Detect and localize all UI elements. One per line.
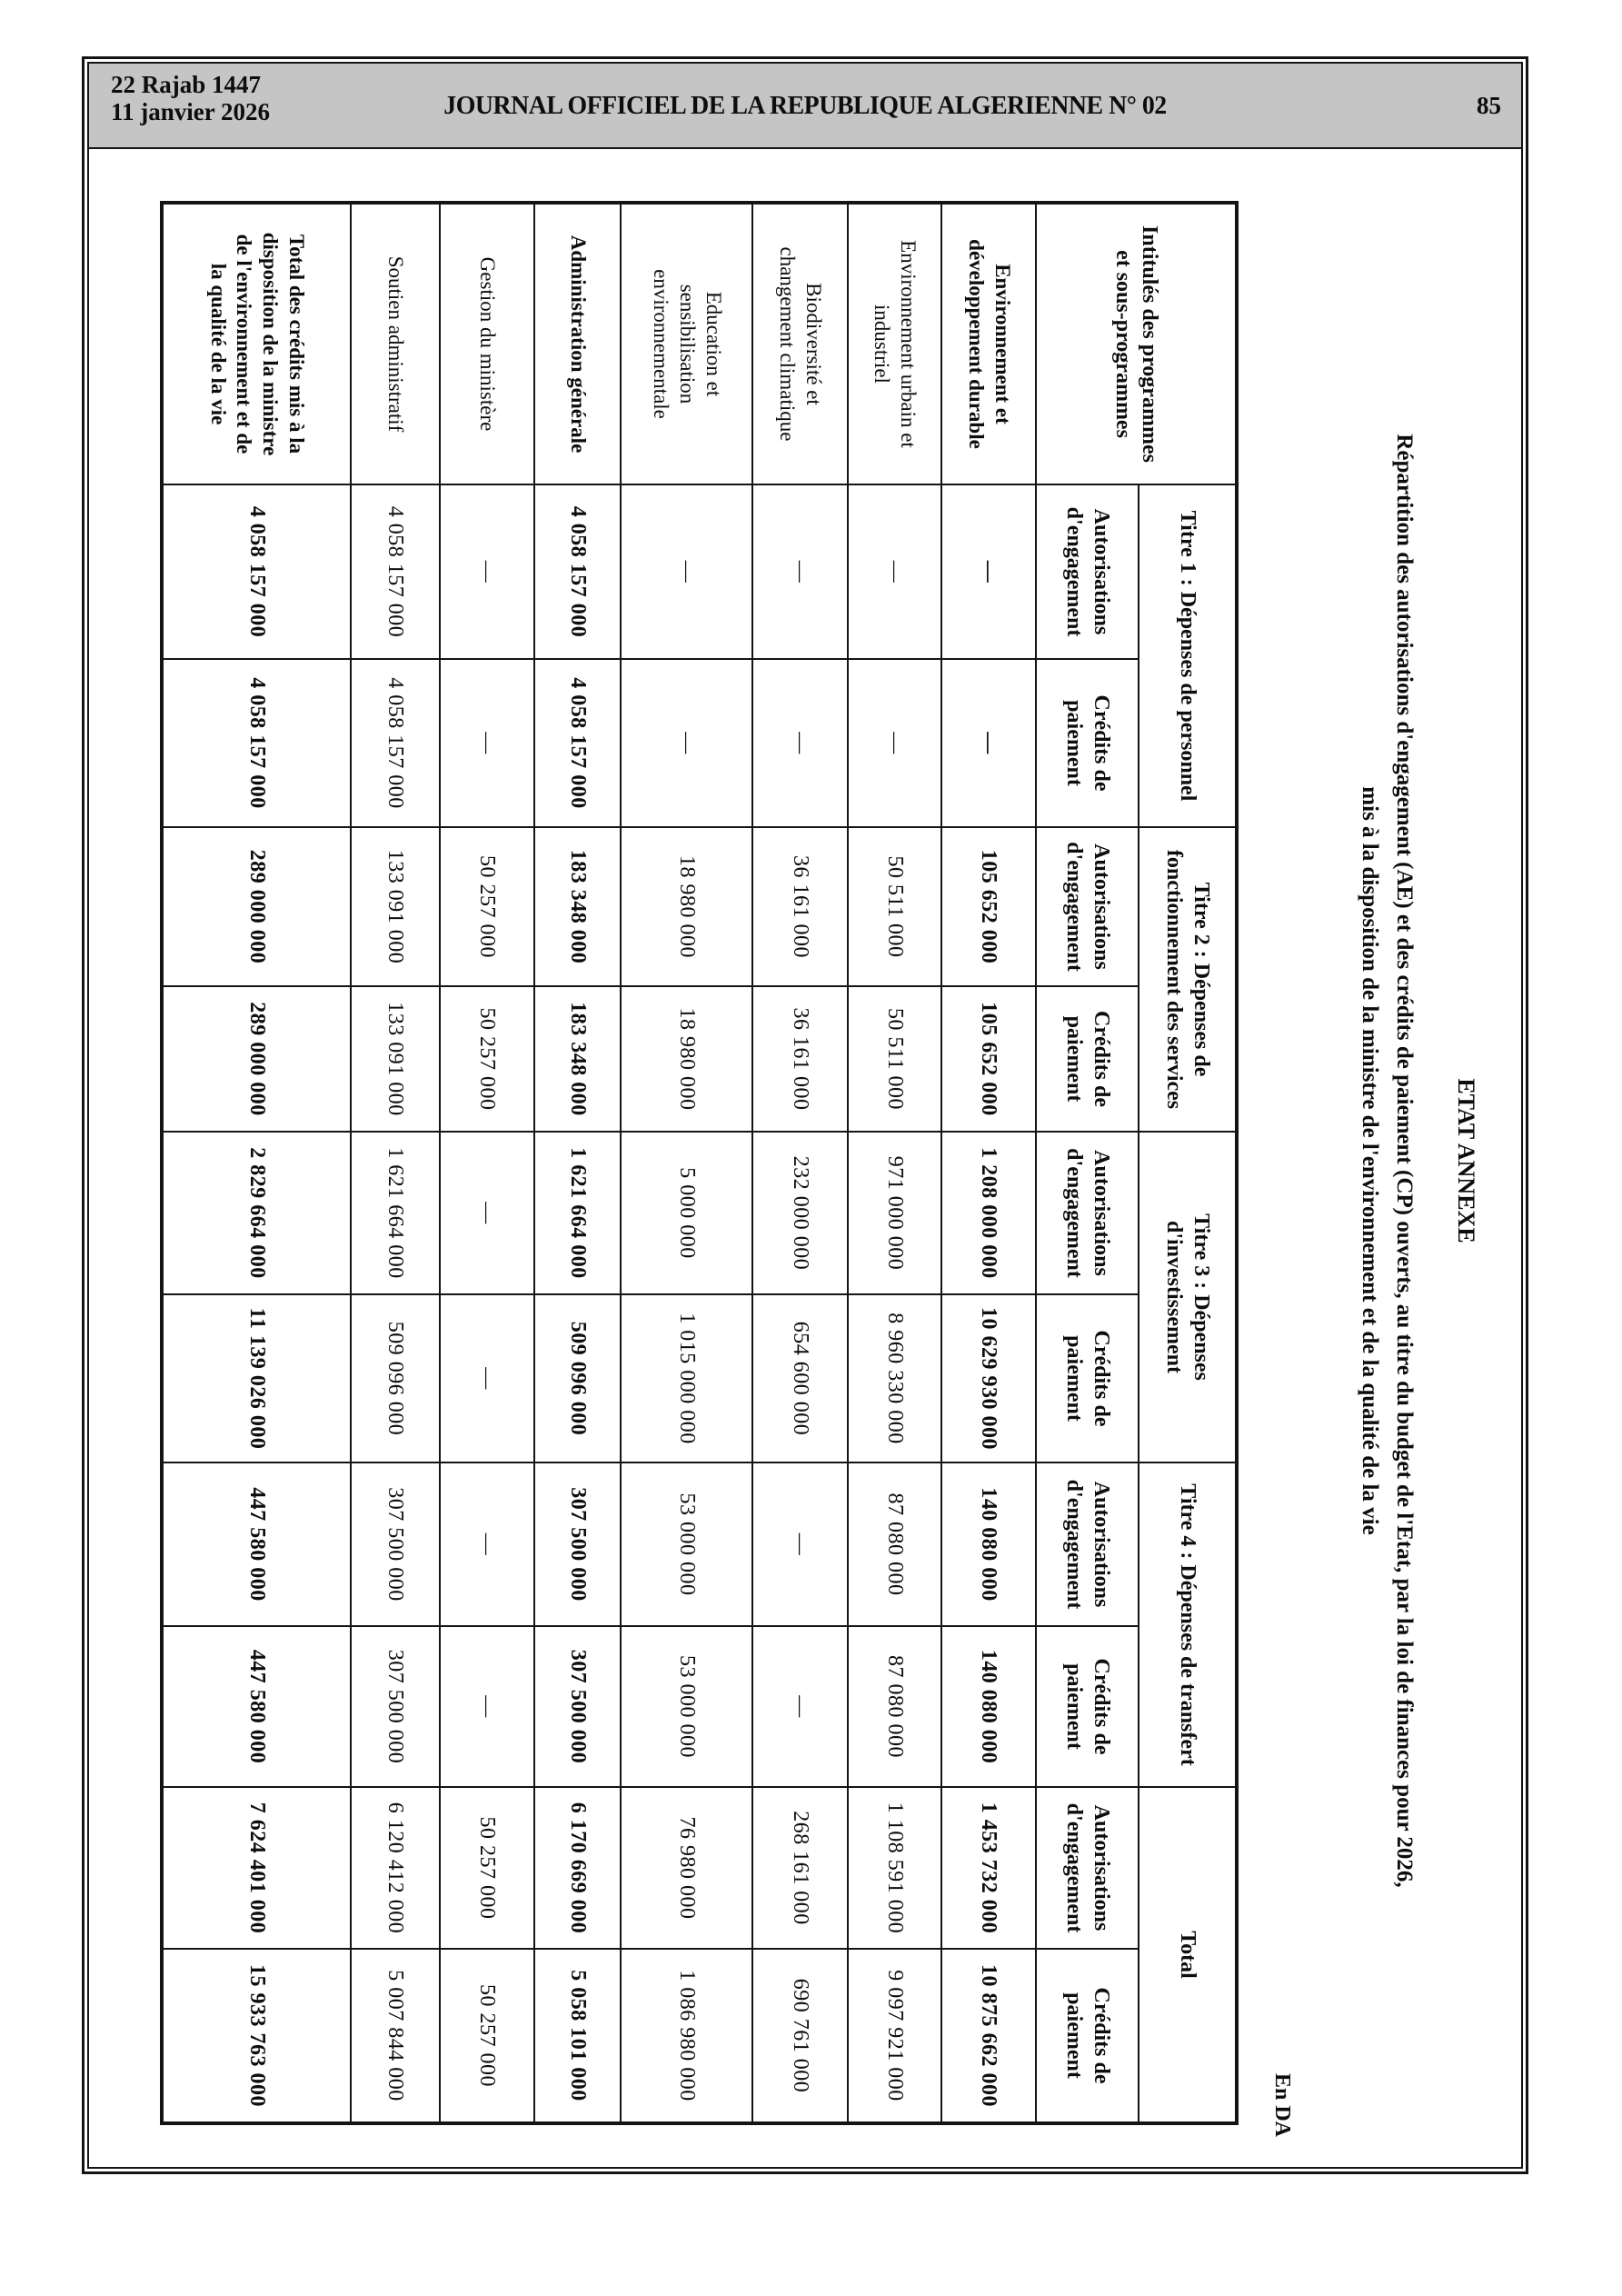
amount-cell: 1 621 664 000	[351, 1132, 440, 1294]
amount-cell: 1 108 591 000	[848, 1787, 941, 1949]
program-name-cell: Environnement urbain et industriel	[848, 203, 941, 484]
amount-cell: 133 091 000	[351, 827, 440, 986]
rotated-sheet	[89, 151, 1521, 2169]
table-row	[440, 203, 534, 2123]
program-name-cell: Biodiversité et changement climatique	[752, 203, 848, 484]
annex-heading: ETAT ANNEXE	[1453, 1078, 1479, 1243]
annex-subtitle	[1352, 151, 1421, 2169]
amount-cell: 6 170 669 000	[534, 1787, 621, 1949]
amount-cell: 289 000 000	[162, 986, 351, 1132]
sub-header-autorisations: Autorisations d'engagement	[1036, 1132, 1139, 1294]
journal-title: JOURNAL OFFICIEL DE LA REPUBLIQUE ALGERIENNE N° 02	[443, 90, 1167, 120]
column-group-header: Titre 3 : Dépenses d'investissement	[1139, 1132, 1237, 1462]
amount-cell: 509 096 000	[534, 1294, 621, 1462]
amount-cell: 105 652 000	[941, 827, 1036, 986]
table-header	[1036, 203, 1237, 2123]
amount-cell: —	[752, 1462, 848, 1626]
amount-cell: —	[752, 659, 848, 827]
table-row	[848, 203, 941, 2123]
amount-cell: 7 624 401 000	[162, 1787, 351, 1949]
amount-cell: 10 875 662 000	[941, 1949, 1036, 2123]
table-body	[162, 203, 1036, 2123]
sub-header-autorisations: Autorisations d'engagement	[1036, 1787, 1139, 1949]
amount-cell: 5 000 000	[621, 1132, 752, 1294]
amount-cell: 105 652 000	[941, 986, 1036, 1132]
table-row	[534, 203, 621, 2123]
annex-subtitle-line1: Répartition des autorisations d'engagement (AE) et des crédits de paiement (CP) ouverts, au titre du budget de l'Etat, par la loi de finances pour 2026,	[1392, 434, 1417, 1888]
sub-header-autorisations: Autorisations d'engagement	[1036, 484, 1139, 659]
amount-cell: 307 500 000	[351, 1626, 440, 1787]
amount-cell: 654 600 000	[752, 1294, 848, 1462]
amount-cell: —	[440, 1132, 534, 1294]
gregorian-date: 11 janvier 2026	[111, 98, 270, 126]
program-name-cell: Education et sensibilisation environnementale	[621, 203, 752, 484]
amount-cell: 50 257 000	[440, 986, 534, 1132]
amount-cell: 447 580 000	[162, 1462, 351, 1626]
masthead	[89, 64, 1521, 149]
amount-cell: 4 058 157 000	[534, 484, 621, 659]
column-group-header: Total	[1139, 1787, 1237, 2123]
amount-cell: 4 058 157 000	[534, 659, 621, 827]
sub-header-autorisations: Autorisations d'engagement	[1036, 1462, 1139, 1626]
amount-cell: 50 257 000	[440, 1787, 534, 1949]
currency-note: En DA	[1270, 2072, 1294, 2137]
amount-cell: 509 096 000	[351, 1294, 440, 1462]
amount-cell: 232 000 000	[752, 1132, 848, 1294]
sub-header-credits: Crédits de paiement	[1036, 1294, 1139, 1462]
amount-cell: 87 080 000	[848, 1462, 941, 1626]
amount-cell: 1 208 000 000	[941, 1132, 1036, 1294]
amount-cell: 307 500 000	[534, 1462, 621, 1626]
amount-cell: 36 161 000	[752, 986, 848, 1132]
amount-cell: 140 080 000	[941, 1626, 1036, 1787]
page-frame	[82, 56, 1528, 2174]
program-name-cell: Total des crédits mis à la disposition de la ministre de l'environnement et de la qualité de la vie	[162, 203, 351, 484]
amount-cell: —	[440, 659, 534, 827]
amount-cell: 6 120 412 000	[351, 1787, 440, 1949]
amount-cell: 971 000 000	[848, 1132, 941, 1294]
amount-cell: —	[848, 659, 941, 827]
hijri-date: 22 Rajab 1447	[111, 71, 262, 98]
amount-cell: —	[848, 484, 941, 659]
amount-cell: 50 511 000	[848, 986, 941, 1132]
amount-cell: 9 097 921 000	[848, 1949, 941, 2123]
amount-cell: 18 980 000	[621, 827, 752, 986]
amount-cell: —	[752, 484, 848, 659]
amount-cell: 76 980 000	[621, 1787, 752, 1949]
amount-cell: 11 139 026 000	[162, 1294, 351, 1462]
amount-cell: 10 629 930 000	[941, 1294, 1036, 1462]
amount-cell: 307 500 000	[534, 1626, 621, 1787]
page-frame-inner	[87, 62, 1523, 2169]
amount-cell: 8 960 330 000	[848, 1294, 941, 1462]
amount-cell: —	[440, 1462, 534, 1626]
column-group-header: Titre 1 : Dépenses de personnel	[1139, 484, 1237, 827]
amount-cell: 4 058 157 000	[162, 484, 351, 659]
table-row	[162, 203, 351, 2123]
amount-cell: 53 000 000	[621, 1462, 752, 1626]
amount-cell: 447 580 000	[162, 1626, 351, 1787]
amount-cell: 15 933 763 000	[162, 1949, 351, 2123]
amount-cell: —	[621, 659, 752, 827]
amount-cell: 1 453 732 000	[941, 1787, 1036, 1949]
amount-cell: 268 161 000	[752, 1787, 848, 1949]
amount-cell: 140 080 000	[941, 1462, 1036, 1626]
amount-cell: 183 348 000	[534, 986, 621, 1132]
amount-cell: 50 511 000	[848, 827, 941, 986]
amount-cell: 2 829 664 000	[162, 1132, 351, 1294]
col-header-intitules: Intitulés des programmes et sous-programmes	[1036, 203, 1237, 484]
amount-cell: 4 058 157 000	[162, 659, 351, 827]
amount-cell: 18 980 000	[621, 986, 752, 1132]
amount-cell: 133 091 000	[351, 986, 440, 1132]
amount-cell: 87 080 000	[848, 1626, 941, 1787]
amount-cell: 690 761 000	[752, 1949, 848, 2123]
amount-cell: 183 348 000	[534, 827, 621, 986]
amount-cell: 1 015 000 000	[621, 1294, 752, 1462]
amount-cell: 307 500 000	[351, 1462, 440, 1626]
column-group-header: Titre 2 : Dépenses de fonctionnement des services	[1139, 827, 1237, 1132]
table-row	[621, 203, 752, 2123]
program-name-cell: Environnement et développement durable	[941, 203, 1036, 484]
amount-cell: —	[941, 659, 1036, 827]
table-row	[351, 203, 440, 2123]
sub-header-credits: Crédits de paiement	[1036, 986, 1139, 1132]
amount-cell: —	[440, 1626, 534, 1787]
page-number: 85	[1477, 91, 1501, 119]
table-row	[941, 203, 1036, 2123]
table-row	[752, 203, 848, 2123]
amount-cell: 5 007 844 000	[351, 1949, 440, 2123]
amount-cell: —	[941, 484, 1036, 659]
amount-cell: 1 621 664 000	[534, 1132, 621, 1294]
sub-header-credits: Crédits de paiement	[1036, 1949, 1139, 2123]
program-name-cell: Soutien administratif	[351, 203, 440, 484]
amount-cell: 36 161 000	[752, 827, 848, 986]
amount-cell: —	[440, 484, 534, 659]
program-name-cell: Administration générale	[534, 203, 621, 484]
amount-cell: 4 058 157 000	[351, 659, 440, 827]
amount-cell: —	[752, 1626, 848, 1787]
amount-cell: 50 257 000	[440, 1949, 534, 2123]
sub-header-row	[1036, 203, 1139, 2123]
amount-cell: 53 000 000	[621, 1626, 752, 1787]
amount-cell: 4 058 157 000	[351, 484, 440, 659]
program-name-cell: Gestion du ministère	[440, 203, 534, 484]
sub-header-credits: Crédits de paiement	[1036, 1626, 1139, 1787]
amount-cell: 50 257 000	[440, 827, 534, 986]
amount-cell: 1 086 980 000	[621, 1949, 752, 2123]
amount-cell: —	[440, 1294, 534, 1462]
credits-table	[160, 201, 1239, 2125]
annex-subtitle-line2: mis à la disposition de la ministre de l'environnement et de la qualité de la vie	[1358, 786, 1382, 1535]
amount-cell: 5 058 101 000	[534, 1949, 621, 2123]
amount-cell: 289 000 000	[162, 827, 351, 986]
sub-header-autorisations: Autorisations d'engagement	[1036, 827, 1139, 986]
column-group-header: Titre 4 : Dépenses de transfert	[1139, 1462, 1237, 1787]
sub-header-credits: Crédits de paiement	[1036, 659, 1139, 827]
amount-cell: —	[621, 484, 752, 659]
group-header-row	[1139, 203, 1237, 2123]
